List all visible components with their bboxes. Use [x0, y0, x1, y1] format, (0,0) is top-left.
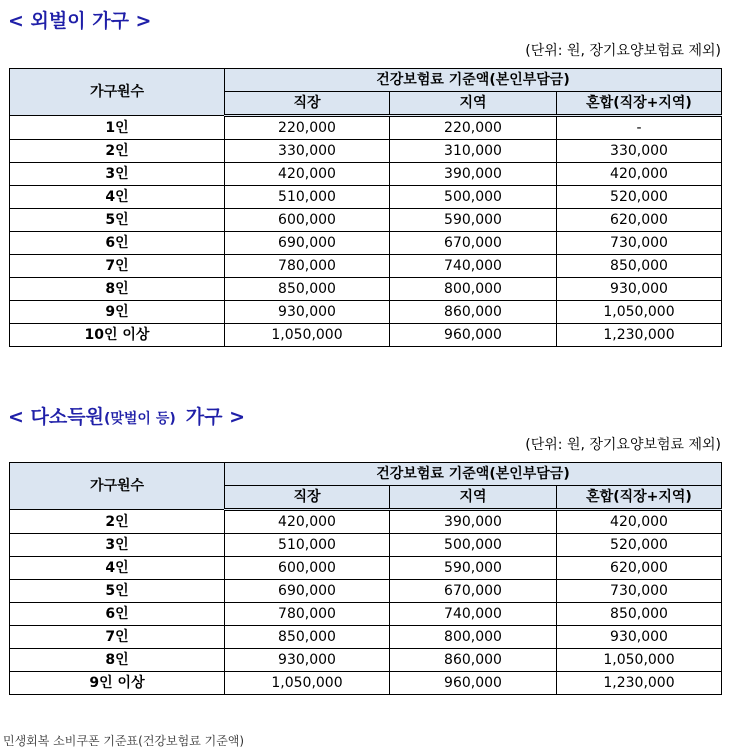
workplace-amount-cell: 510,000 [225, 534, 390, 557]
header-workplace: 직장 [225, 92, 390, 116]
workplace-amount-cell: 330,000 [225, 140, 390, 163]
table-row [10, 557, 722, 580]
workplace-amount-cell: 930,000 [225, 649, 390, 672]
household-size-cell: 4인 [10, 557, 225, 580]
header-workplace: 직장 [225, 486, 390, 510]
workplace-amount-cell: 510,000 [225, 186, 390, 209]
mixed-amount-cell: 850,000 [557, 603, 722, 626]
header-household-size: 가구원수 [10, 69, 225, 116]
regional-amount-cell: 800,000 [390, 626, 557, 649]
regional-amount-cell: 590,000 [390, 557, 557, 580]
table-row [10, 278, 722, 301]
regional-amount-cell: 860,000 [390, 301, 557, 324]
regional-amount-cell: 960,000 [390, 672, 557, 695]
workplace-amount-cell: 1,050,000 [225, 324, 390, 347]
regional-amount-cell: 310,000 [390, 140, 557, 163]
household-size-cell: 9인 이상 [10, 672, 225, 695]
household-size-cell: 10인 이상 [10, 324, 225, 347]
table-row [10, 580, 722, 603]
regional-amount-cell: 740,000 [390, 255, 557, 278]
regional-amount-cell: 960,000 [390, 324, 557, 347]
household-size-cell: 5인 [10, 580, 225, 603]
mixed-amount-cell: 1,230,000 [557, 672, 722, 695]
household-size-cell: 1인 [10, 116, 225, 140]
regional-amount-cell: 670,000 [390, 580, 557, 603]
workplace-amount-cell: 600,000 [225, 209, 390, 232]
mixed-amount-cell: - [557, 116, 722, 140]
mixed-amount-cell: 520,000 [557, 534, 722, 557]
header-regional: 지역 [390, 486, 557, 510]
mixed-amount-cell: 1,050,000 [557, 301, 722, 324]
multi-unit-note: (단위: 원, 장기요양보험료 제외) [525, 437, 721, 453]
regional-amount-cell: 860,000 [390, 649, 557, 672]
table-row [10, 255, 722, 278]
workplace-amount-cell: 420,000 [225, 163, 390, 186]
mixed-amount-cell: 730,000 [557, 580, 722, 603]
household-size-cell: 7인 [10, 626, 225, 649]
single-unit-note: (단위: 원, 장기요양보험료 제외) [525, 43, 721, 59]
household-size-cell: 5인 [10, 209, 225, 232]
regional-amount-cell: 590,000 [390, 209, 557, 232]
table-row [10, 534, 722, 557]
household-size-cell: 4인 [10, 186, 225, 209]
mixed-amount-cell: 930,000 [557, 278, 722, 301]
regional-amount-cell: 500,000 [390, 534, 557, 557]
mixed-amount-cell: 620,000 [557, 209, 722, 232]
single-earner-title: < 외벌이 가구 > [8, 10, 152, 32]
table-row [10, 186, 722, 209]
workplace-amount-cell: 780,000 [225, 255, 390, 278]
workplace-amount-cell: 850,000 [225, 278, 390, 301]
workplace-amount-cell: 600,000 [225, 557, 390, 580]
regional-amount-cell: 740,000 [390, 603, 557, 626]
mixed-amount-cell: 420,000 [557, 163, 722, 186]
header-premium-group: 건강보험료 기준액(본인부담금) [225, 69, 722, 92]
table-row [10, 324, 722, 347]
table-row [10, 649, 722, 672]
mixed-amount-cell: 420,000 [557, 510, 722, 534]
household-size-cell: 6인 [10, 603, 225, 626]
regional-amount-cell: 670,000 [390, 232, 557, 255]
workplace-amount-cell: 1,050,000 [225, 672, 390, 695]
header-mixed: 혼합(직장+지역) [557, 92, 722, 116]
regional-amount-cell: 220,000 [390, 116, 557, 140]
mixed-amount-cell: 330,000 [557, 140, 722, 163]
multi-table-body [10, 510, 722, 695]
household-size-cell: 8인 [10, 278, 225, 301]
multi-earner-table [9, 462, 722, 695]
mixed-amount-cell: 1,230,000 [557, 324, 722, 347]
table-row [10, 301, 722, 324]
workplace-amount-cell: 850,000 [225, 626, 390, 649]
single-table-body [10, 116, 722, 347]
regional-amount-cell: 390,000 [390, 510, 557, 534]
household-size-cell: 9인 [10, 301, 225, 324]
table-row [10, 672, 722, 695]
mixed-amount-cell: 730,000 [557, 232, 722, 255]
table-row [10, 232, 722, 255]
table-row [10, 163, 722, 186]
regional-amount-cell: 800,000 [390, 278, 557, 301]
workplace-amount-cell: 930,000 [225, 301, 390, 324]
table-row [10, 140, 722, 163]
table-row [10, 626, 722, 649]
workplace-amount-cell: 420,000 [225, 510, 390, 534]
household-size-cell: 2인 [10, 510, 225, 534]
workplace-amount-cell: 780,000 [225, 603, 390, 626]
household-size-cell: 2인 [10, 140, 225, 163]
mixed-amount-cell: 1,050,000 [557, 649, 722, 672]
workplace-amount-cell: 690,000 [225, 580, 390, 603]
table-row [10, 510, 722, 534]
household-size-cell: 7인 [10, 255, 225, 278]
header-mixed: 혼합(직장+지역) [557, 486, 722, 510]
header-premium-group: 건강보험료 기준액(본인부담금) [225, 463, 722, 486]
regional-amount-cell: 390,000 [390, 163, 557, 186]
header-household-size: 가구원수 [10, 463, 225, 510]
household-size-cell: 8인 [10, 649, 225, 672]
mixed-amount-cell: 620,000 [557, 557, 722, 580]
table-row [10, 116, 722, 140]
household-size-cell: 3인 [10, 163, 225, 186]
workplace-amount-cell: 690,000 [225, 232, 390, 255]
regional-amount-cell: 500,000 [390, 186, 557, 209]
mixed-amount-cell: 850,000 [557, 255, 722, 278]
header-regional: 지역 [390, 92, 557, 116]
workplace-amount-cell: 220,000 [225, 116, 390, 140]
single-earner-table [9, 68, 722, 347]
multi-earner-title: < 다소득원(맞벌이 등) 가구 > [8, 406, 246, 428]
table-row [10, 209, 722, 232]
table-row [10, 603, 722, 626]
mixed-amount-cell: 930,000 [557, 626, 722, 649]
household-size-cell: 3인 [10, 534, 225, 557]
image-caption: 민생회복 소비쿠폰 기준표(건강보험료 기준액) [3, 734, 245, 748]
mixed-amount-cell: 520,000 [557, 186, 722, 209]
household-size-cell: 6인 [10, 232, 225, 255]
